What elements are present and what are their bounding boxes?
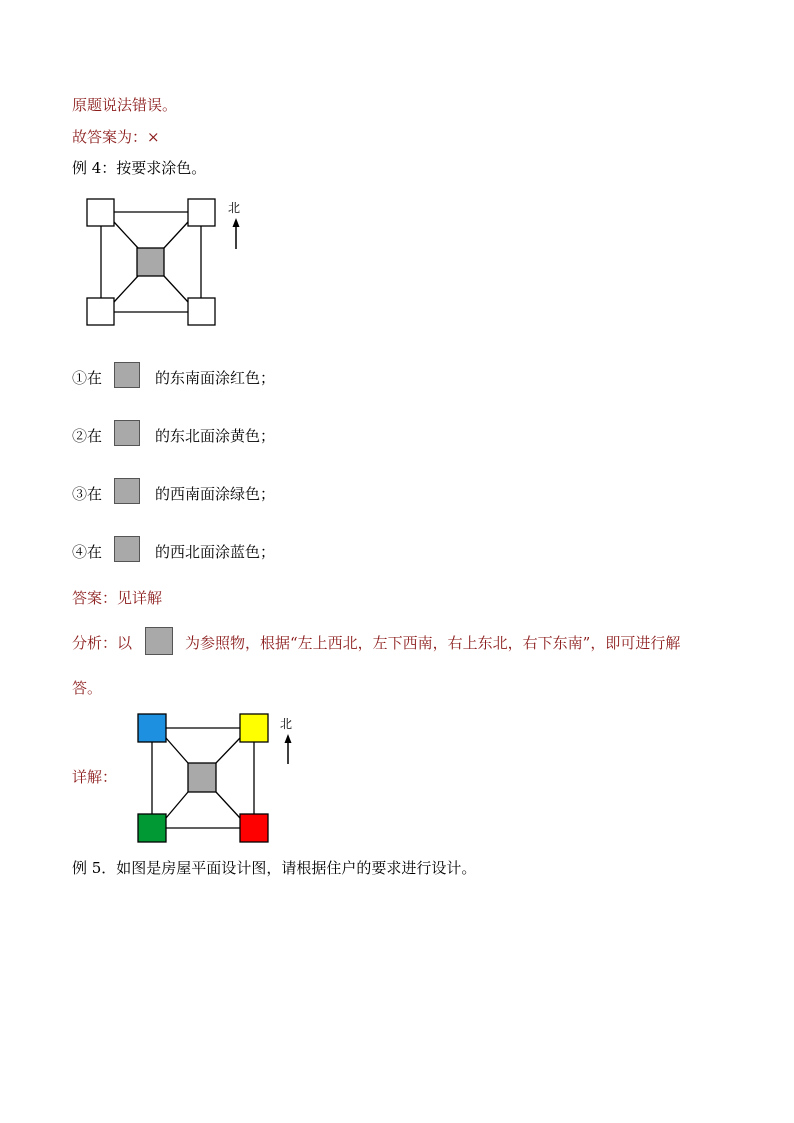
example4-title: 例 4：按要求涂色。 — [72, 159, 207, 177]
corner-square-nw — [87, 199, 114, 226]
grey-square-icon — [114, 362, 140, 388]
corner-square-se-red — [240, 814, 268, 842]
corner-square-se — [188, 298, 215, 325]
corner-square-sw — [87, 298, 114, 325]
item-prefix: ②在 — [72, 427, 103, 445]
corner-square-sw-green — [138, 814, 166, 842]
corner-square-nw-blue — [138, 714, 166, 742]
item-2 — [72, 426, 102, 446]
analysis-continuation: 答。 — [72, 679, 103, 697]
analysis-prefix: 分析：以 — [72, 634, 133, 652]
north-label: 北 — [280, 717, 293, 731]
item-suffix: 的东南面涂红色； — [155, 369, 276, 387]
diagram-colored — [130, 706, 310, 851]
item-suffix: 的西北面涂蓝色； — [155, 543, 276, 561]
corner-square-ne-yellow — [240, 714, 268, 742]
item-4 — [72, 542, 102, 562]
north-arrow-head — [285, 734, 292, 743]
item-suffix: 的东北面涂黄色； — [155, 427, 276, 445]
line-original-wrong: 原题说法错误。 — [72, 96, 178, 114]
north-label: 北 — [228, 201, 241, 215]
grey-square-icon — [114, 420, 140, 446]
north-arrow-head — [233, 218, 240, 227]
item-prefix: ④在 — [72, 543, 103, 561]
detail-label: 详解： — [72, 768, 118, 786]
answer-line: 答案：见详解 — [72, 589, 163, 607]
item-prefix: ①在 — [72, 369, 103, 387]
center-square — [137, 248, 164, 276]
diagram-blank — [80, 192, 260, 332]
item-3 — [72, 484, 102, 504]
item-1 — [72, 368, 102, 388]
corner-square-ne — [188, 199, 215, 226]
line-answer-cross: 故答案为：× — [72, 128, 160, 146]
center-square — [188, 763, 216, 792]
grey-square-icon — [145, 627, 173, 655]
example5-title: 例 5．如图是房屋平面设计图，请根据住户的要求进行设计。 — [72, 859, 477, 877]
grey-square-icon — [114, 478, 140, 504]
item-suffix: 的西南面涂绿色； — [155, 485, 276, 503]
grey-square-icon — [114, 536, 140, 562]
analysis-suffix: 为参照物，根据“左上西北，左下西南，右上东北，右下东南”，即可进行解 — [185, 634, 681, 652]
item-prefix: ③在 — [72, 485, 103, 503]
